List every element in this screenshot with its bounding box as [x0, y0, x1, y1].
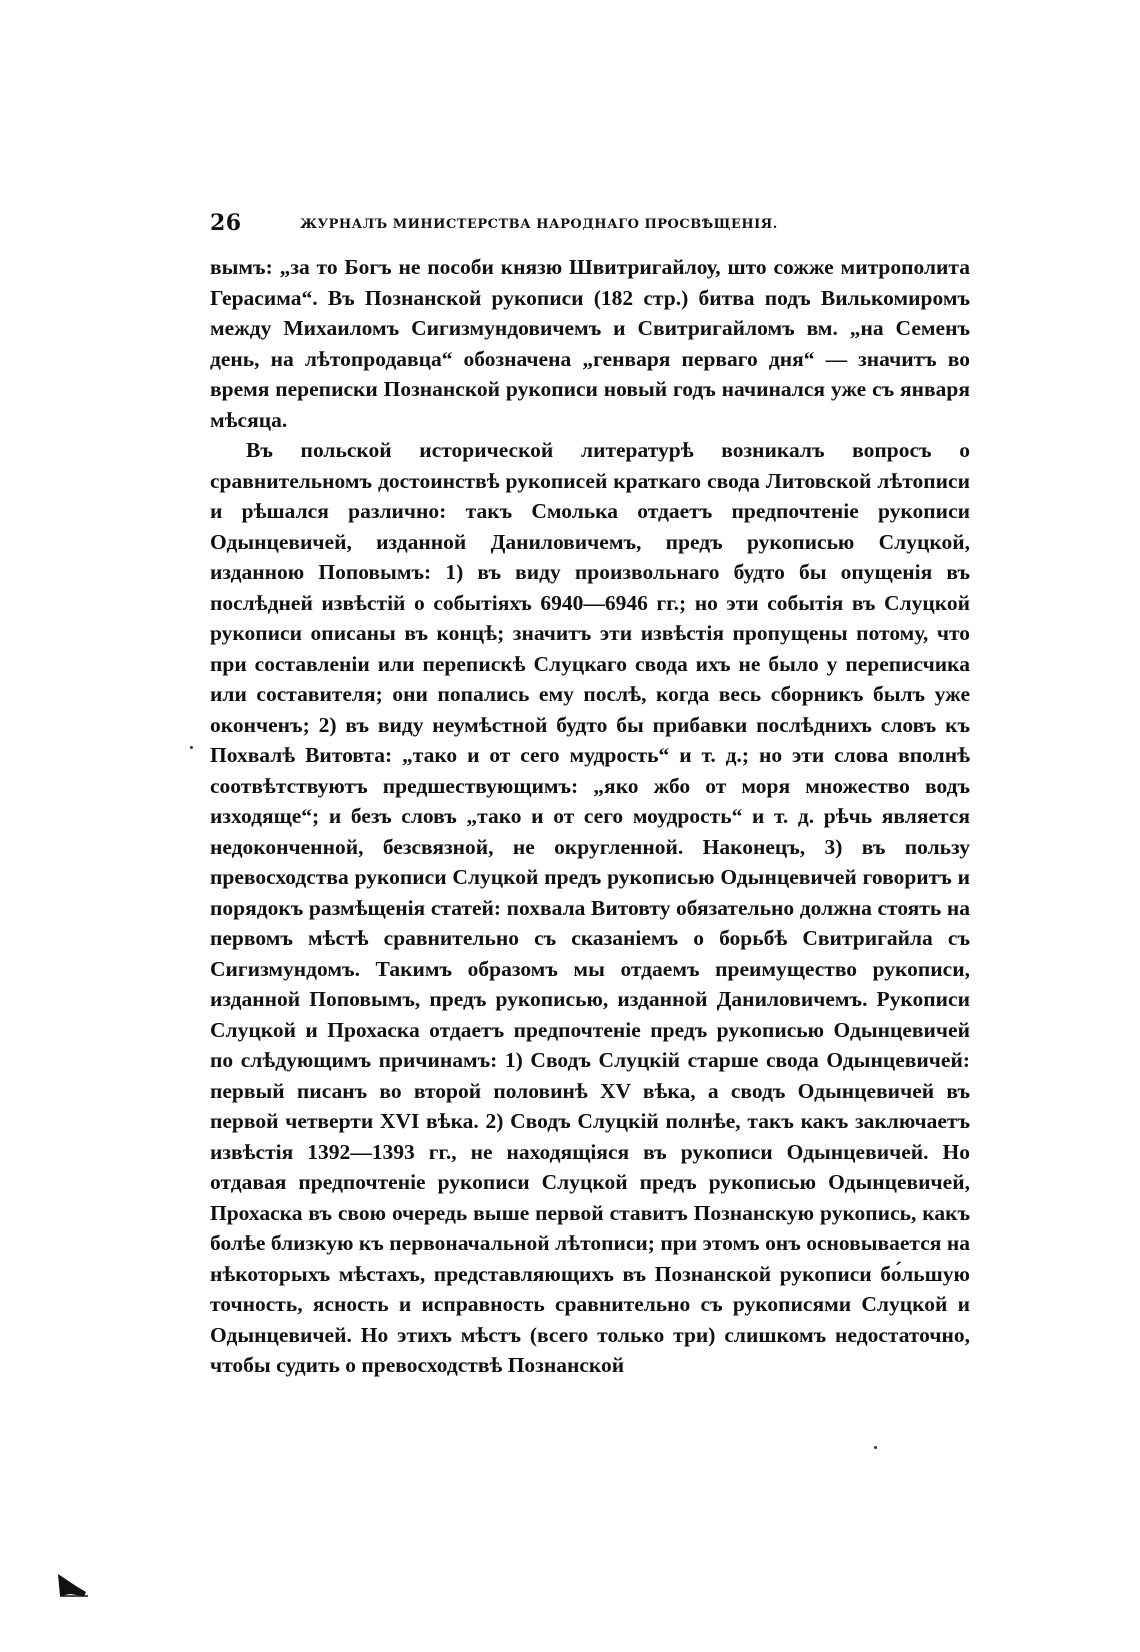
document-page [210, 200, 970, 1381]
paragraph-continued: вымъ: „за то Богъ не пособи князю Швитригайлоу, што сожже митрополита Герасима“. Въ Познанской рукописи (182 стр.) битва подъ Вилькомиромъ между Михаиломъ Сигизмундовичемъ и Свитригайломъ вм. „на Семенъ день, на лѣтопродавца“ обозначена „генваря перваго дня“ — значитъ во время переписки Познанской рукописи новый годъ начинался уже съ января мѣсяца. [210, 255, 970, 432]
stray-dot-bottom [874, 1446, 877, 1449]
scanner-corner-arrow-icon [56, 1572, 90, 1598]
journal-title: ЖУРНАЛЪ МИНИСТЕРСТВА НАРОДНАГО ПРОСВѢЩЕНІЯ. [300, 217, 778, 232]
body-text [210, 252, 970, 1381]
paragraph-manuscripts-comparison: Въ польской исторической литературѣ возникалъ вопросъ о сравнительномъ достоинствѣ рукописей краткаго свода Литовской лѣтописи и рѣшался различно: такъ Смолька отдаетъ предпочтеніе рукописи Одынцевичей, изданной Даниловичемъ, предъ рукописью Слуцкой, изданною Поповымъ: 1) въ виду произвольнаго будто бы опущенія въ послѣдней извѣстій о событіяхъ 6940—6946 гг.; но эти событія въ Слуцкой рукописи описаны въ концѣ; значитъ эти извѣстія пропущены потому, что при составленіи или перепискѣ Слуцкаго свода ихъ не было у переписчика или составителя; они попались ему послѣ, когда весь сборникъ былъ уже оконченъ; 2) въ виду неумѣстной будто бы прибавки послѣднихъ словъ къ Похвалѣ Витовта: „тако и от сего мудрость“ и т. д.; но эти слова вполнѣ соотвѣтствуютъ предшествующимъ: „яко жбо от моря множество водъ изходяще“; и безъ словъ „тако и от сего моудрость“ и т. д. рѣчь является недоконченной, безсвязной, не округленной. Наконецъ, 3) въ пользу превосходства рукописи Слуцкой предъ рукописью Одынцевичей говоритъ и порядокъ размѣщенія статей: похвала Витовту обязательно должна стоять на первомъ мѣстѣ сравнительно съ сказаніемъ о борьбѣ Свитригайла съ Сигизмундомъ. Такимъ образомъ мы отдаемъ преимущество рукописи, изданной Поповымъ, предъ рукописью, изданной Даниловичемъ. Рукописи Слуцкой и Прохаска отдаетъ предпочтеніе предъ рукописью Одынцевичей по слѣдующимъ причинамъ: 1) Сводъ Слуцкій старше свода Одынцевичей: первый писанъ во второй половинѣ XV вѣка, а сводъ Одынцевичей въ первой четверти XVI вѣка. 2) Сводъ Слуцкій полнѣе, такъ какъ заключаетъ извѣстія 1392—1393 гг., не находящіяся въ рукописи Одынцевичей. Но отдавая предпочтеніе рукописи Слуцкой предъ рукописью Одынцевичей, Прохаска въ свою очередь выше первой ставитъ Познанскую рукопись, какъ болѣе близкую къ первоначальной лѣтописи; при этомъ онъ основывается на нѣкоторыхъ мѣстахъ, представляющихъ въ Познанской рукописи бо́льшую точность, ясность и исправность сравнительно съ рукописями Слуцкой и Одынцевичей. Но этихъ мѣстъ (всего только три) слишкомъ недостаточно, чтобы судить о превосходствѣ Познанской [210, 438, 970, 1377]
stray-dot-left [190, 746, 193, 749]
running-head [210, 200, 970, 240]
page-number: 26 [210, 210, 242, 236]
